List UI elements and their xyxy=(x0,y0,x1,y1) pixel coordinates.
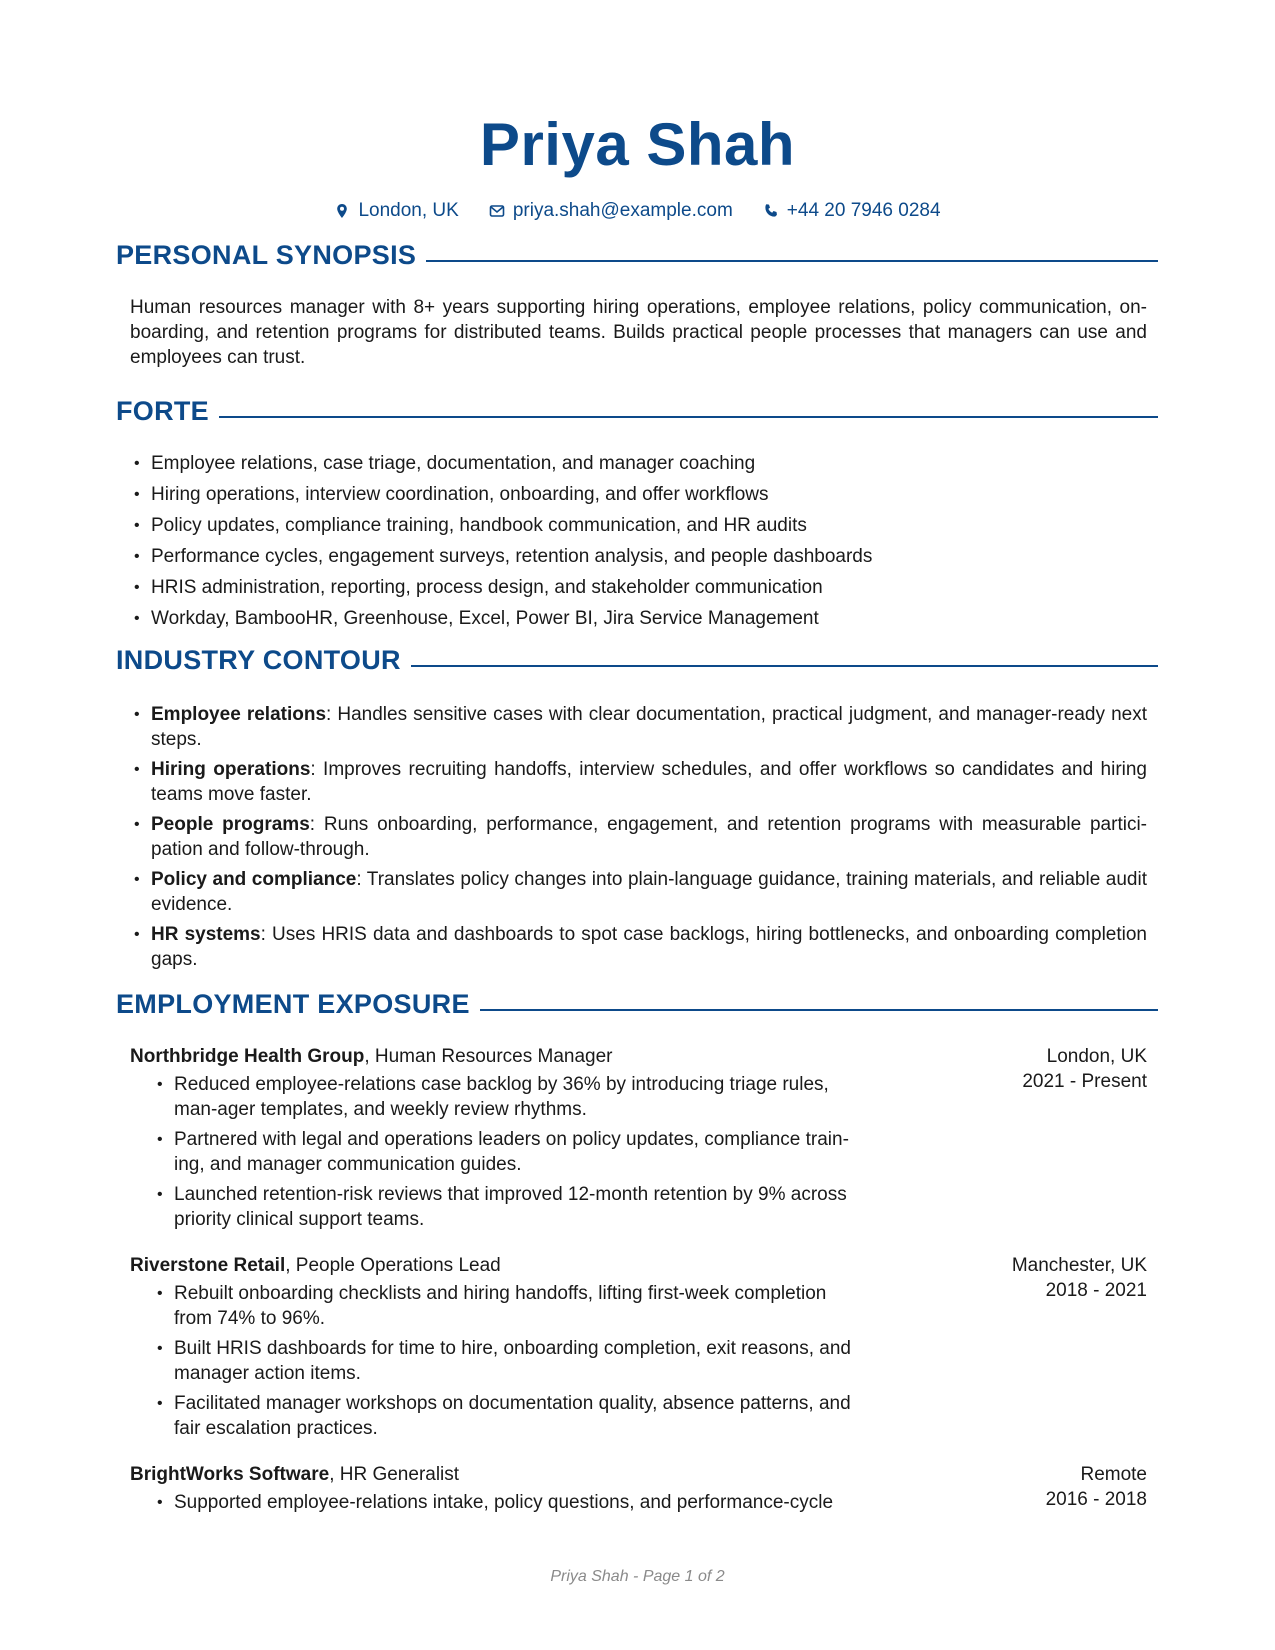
job-bullets xyxy=(153,1490,868,1515)
list-item: • Built HRIS dashboards for time to hire, onboarding completion, exit reasons, and manager action items. xyxy=(153,1336,868,1386)
job-bullets xyxy=(153,1072,868,1232)
section-divider xyxy=(426,260,1158,262)
section-forte-header xyxy=(116,396,1158,427)
company-name: Riverstone Retail xyxy=(130,1255,286,1276)
phone-text[interactable]: +44 20 7946 0284 xyxy=(786,200,941,221)
section-title: EMPLOYMENT EXPOSURE xyxy=(116,989,470,1019)
list-item: • Launched retention-risk reviews that improved 12-month retention by 9% across priority clinical support teams. xyxy=(153,1182,868,1232)
company-name: BrightWorks Software xyxy=(130,1464,330,1485)
section-title: INDUSTRY CONTOUR xyxy=(116,645,401,675)
envelope-icon xyxy=(489,203,505,219)
location-text: London, UK xyxy=(358,200,459,221)
job-dates: 2018 - 2021 xyxy=(1045,1280,1147,1301)
page-footer: Priya Shah - Page 1 of 2 xyxy=(550,1568,725,1585)
job-location: London, UK xyxy=(1046,1046,1147,1067)
contour-list xyxy=(130,702,1147,977)
contact-phone[interactable] xyxy=(763,200,941,222)
list-item: • Policy updates, compliance training, handbook communication, and HR audits xyxy=(130,513,1147,538)
list-item xyxy=(130,812,1147,862)
job-location: Manchester, UK xyxy=(1011,1255,1147,1276)
section-synopsis-header xyxy=(116,240,1158,271)
phone-icon xyxy=(763,203,779,219)
section-title: PERSONAL SYNOPSIS xyxy=(116,240,417,270)
candidate-name: Priya Shah xyxy=(479,111,796,178)
item-label: Hiring operations xyxy=(151,759,311,780)
item-text: : Handles sensitive cases with clear documentation, practical judgment, and manager-ready next steps. xyxy=(151,704,1147,750)
list-item: • Facilitated manager workshops on documentation quality, absence patterns, and fair escalation practices. xyxy=(153,1391,868,1441)
company-name: Northbridge Health Group xyxy=(130,1046,365,1067)
section-employment-header xyxy=(116,989,1158,1020)
list-item: • Partnered with legal and operations leaders on policy updates, compliance train-ing, and manager communication guides. xyxy=(153,1127,868,1177)
list-item: • Reduced employee-relations case backlog by 36% by introducing triage rules, man-ager templates, and weekly review rhythms. xyxy=(153,1072,868,1122)
item-label: People programs xyxy=(151,814,310,835)
item-text: : Translates policy changes into plain-language guidance, training materials, and reliable audit evidence. xyxy=(151,869,1148,915)
list-item xyxy=(130,922,1147,972)
email-link[interactable]: priya.shah@example.com xyxy=(512,200,733,221)
item-text: : Improves recruiting handoffs, interview schedules, and offer workflows so candidates and hiring teams move faster. xyxy=(151,759,1147,805)
job-entry xyxy=(130,1253,1147,1446)
role-name: , Human Resources Manager xyxy=(364,1046,613,1067)
section-contour-header xyxy=(116,645,1158,676)
job-meta xyxy=(1046,1462,1147,1512)
job-meta xyxy=(1012,1253,1147,1303)
job-bullets xyxy=(153,1281,868,1441)
map-pin-icon xyxy=(334,203,350,219)
section-title: FORTE xyxy=(116,396,209,426)
list-item: • Performance cycles, engagement surveys, retention analysis, and people dashboards xyxy=(130,544,1147,569)
job-title xyxy=(130,1044,1147,1069)
list-item: • Employee relations, case triage, documentation, and manager coaching xyxy=(130,451,1147,476)
item-text: : Uses HRIS data and dashboards to spot case backlogs, hiring bottlenecks, and onboarding completion gaps. xyxy=(151,924,1147,970)
list-item xyxy=(130,867,1147,917)
item-label: Employee relations xyxy=(151,704,327,725)
forte-list xyxy=(130,451,1147,637)
list-item: • Rebuilt onboarding checklists and hiring handoffs, lifting first-week completion from 74% to 96%. xyxy=(153,1281,868,1331)
contact-email[interactable] xyxy=(489,200,733,222)
role-name: , People Operations Lead xyxy=(285,1255,501,1276)
list-item: • Hiring operations, interview coordination, onboarding, and offer workflows xyxy=(130,482,1147,507)
item-text: : Runs onboarding, performance, engagement, and retention programs with measurable partici-pation and follow-through. xyxy=(151,814,1148,860)
job-dates: 2016 - 2018 xyxy=(1045,1489,1147,1510)
list-item xyxy=(130,702,1147,752)
job-dates: 2021 - Present xyxy=(1022,1071,1147,1092)
list-item: • Workday, BambooHR, Greenhouse, Excel, Power BI, Jira Service Management xyxy=(130,606,1147,631)
job-location: Remote xyxy=(1080,1464,1147,1485)
item-label: HR systems xyxy=(151,924,261,945)
job-entry xyxy=(130,1462,1147,1520)
job-title xyxy=(130,1253,1147,1278)
synopsis-text: Human resources manager with 8+ years supporting hiring operations, employee relations, policy communication, on-boarding, and retention programs for distributed teams. Builds practical people processes that managers can use and employees can trust. xyxy=(130,297,1147,368)
job-meta xyxy=(1022,1044,1147,1094)
job-entry xyxy=(130,1044,1147,1237)
item-label: Policy and compliance xyxy=(151,869,357,890)
list-item: • HRIS administration, reporting, process design, and stakeholder communication xyxy=(130,575,1147,600)
section-divider xyxy=(219,416,1158,418)
section-divider xyxy=(411,665,1158,667)
list-item xyxy=(130,757,1147,807)
contact-location xyxy=(334,200,458,222)
section-divider xyxy=(480,1009,1158,1011)
list-item: • Supported employee-relations intake, policy questions, and performance-cycle xyxy=(153,1490,868,1515)
role-name: , HR Generalist xyxy=(329,1464,460,1485)
contact-bar xyxy=(0,200,1275,222)
job-title xyxy=(130,1462,1147,1487)
